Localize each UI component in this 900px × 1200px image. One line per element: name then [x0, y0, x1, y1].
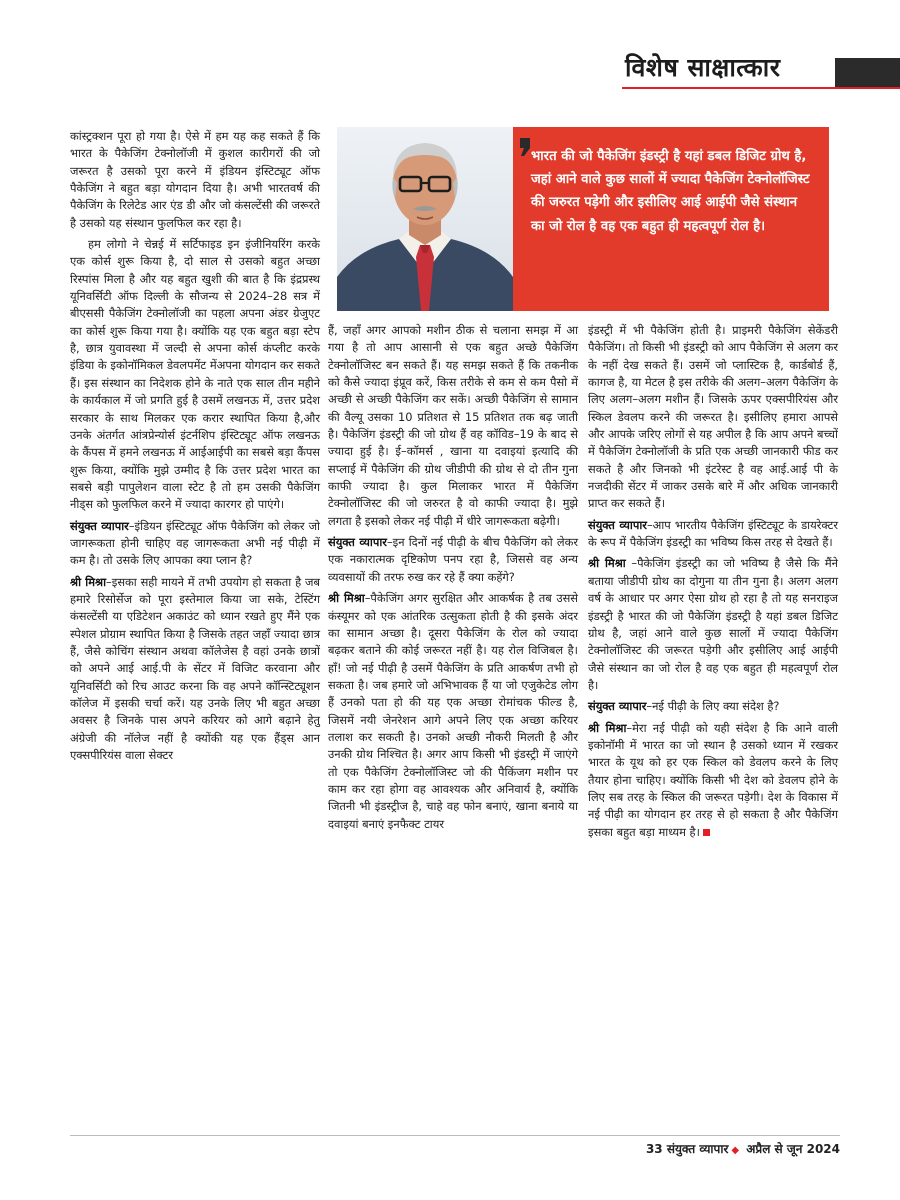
interviewee-photo [337, 127, 513, 311]
speaker-label: श्री मिश्रा [588, 720, 627, 735]
speaker-label: संयुक्त व्यापार [328, 535, 387, 550]
interview-question: संयुक्त व्यापार–आप भारतीय पैकेजिंग इंस्टिट्यूट के डायरेक्टर के रूप में पैकेजिंग इंडस्ट्री का भविष्य किस तरह से देखते हैं। [588, 517, 838, 550]
speaker-label: श्री मिश्रा [70, 574, 107, 589]
pull-quote-box [513, 127, 829, 311]
pull-quote-text: भारत की जो पैकेजिंग इंडस्ट्री है यहां डबल डिजिट ग्रोथ है, जहां आने वाले कुछ सालों में ज्यादा पैकेजिंग टेक्नोलॉजिस्ट की जरुरत पड़ेगी और इसीलिए आई आईपी जैसे संस्थान का जो रोल है वह एक बहुत ही महत्वपूर्ण रोल है। [531, 149, 810, 234]
interview-answer: श्री मिश्रा–पैकेजिंग अगर सुरक्षित और आकर्षक है तब उससे कंस्यूमर को एक आंतरिक उत्सुकता होती है की इसके अंदर का सामान अच्छा है। दूसरा पैकेजिंग के रोल को ज्यादा बढ़कर बताने की कोई जरूरत नहीं है। यह रोल विजिबल है।हाँ! जो नई पीढ़ी है उसमें पैकेजिंग के प्रति आकर्षण तभी हो सकता है। जब हमारे जो अभिभावक हैं या जो एजुकेटेड लोग हैं उनको पता हो की यह एक अच्छा रोमांचक फील्ड है, जिसमें नयी जेनरेशन आगे अपने लिए एक अच्छा करियर तलाश कर सकती है। उनको अच्छी नौकरी मिलती है और उनकी ग्रोथ निश्चित है। अगर आप किसी भी इंडस्ट्री में जाएंगे तो एक पैकेजिंग टेक्नोलॉजिस्ट जो की पैकिंजग मशीन पर काम कर रहा होगा वह आवश्यक और अनिवार्य है, क्योंकि जितनी भी इंडस्ट्रीज है, चाहे वह फोन बनाएं, खाना बनाये या दवाइयां बनाएं इनफैक्ट टायर [328, 591, 578, 831]
page-number: 33 [645, 1142, 663, 1156]
portrait-illustration [337, 127, 513, 311]
open-quote-icon [519, 137, 531, 161]
article-column-3 [588, 322, 838, 1120]
speaker-label: श्री मिश्रा [328, 591, 365, 606]
page-footer [540, 1140, 840, 1157]
article-column-1 [70, 128, 320, 1120]
article-paragraph: हैं, जहाँ अगर आपको मशीन ठीक से चलाना समझ में आ गया है तो आप आसानी से एक बहुत अच्छे पैकेजिंग टेक्नोलॉजिस्ट बन सकते हैं। यह समझ सकते हैं कि तकनीक को कैसे ज्यादा इंप्रूव करें, किस तरीके से कम से कम पैसो में अच्छी से अच्छी पैकेजिंग कर सकें। अच्छी पैकेजिंग से सामान की वैल्यू उसका 10 प्रतिशत से 15 प्रतिशत तक बढ़ जाती है। पैकेजिंग इंडस्ट्री की जो ग्रोथ हैं वह कॉविड–19 के बाद से ज्यादा हुई है। ई–कॉमर्स , खाना या दवाइयां इत्यादि की सप्लाई में पैकेजिंग की ग्रोथ जीडीपी की ग्रोथ से दो तीन गुना काफी ज्यादा है। कुल मिलाकर भारत में पैकेजिंग टेक्नोलॉजिस्ट की जो जरुरत है वो काफी ज्यादा है। मुझे लगता है इसको लेकर नई पीढ़ी में धीरे जागरूकता बढ़ेगी। [328, 323, 578, 528]
section-header [597, 48, 900, 88]
article-paragraph: इंडस्ट्री में भी पैकेजिंग होती है। प्राइमरी पैकेजिंग सेकेंडरी पैकेजिंग। तो किसी भी इंडस्ट्री को आप पैकेजिंग से अलग कर के नहीं देख सकते हैं। उसमें जो प्लास्टिक है, कार्डबोर्ड हैं, कागज है, या मेटल है इस तरीके की अलग–अलग पैकेजिंग के लिए अलग–अलग मशीन हैं। जिसके ऊपर एक्सपीरियंस और स्किल डेवलप करने की जरूरत है। इसीलिए हमारा आपसे और आपके जरिए लोगों से यह अपील है कि आप अपने बच्चों में पैकेजिंग टेक्नोलॉजी के प्रति एक अच्छी जानकारी फीड कर सकते है और जिनको भी इंटरेस्ट है वह आई.आई पी के नजदीकी सेंटर में जाकर उसके बारे में और अधिक जानकारी प्राप्त कर सकते हैं। [588, 323, 838, 511]
interview-answer: श्री मिश्रा–इसका सही मायने में तभी उपयोग हो सकता है जब हमारे रिसोर्सेज को पूरा इस्तेमाल किया जा सके, टेस्टिंग कंसल्टेंसी या एडिटेशन अकाउंट को ध्यान रखते हुए मैंने एक स्पेशल प्रोग्राम स्थापित किया है जिसके तहत जहाँ ज्यादा छात्र हैं, जैसे कोचिंग संस्थान अथवा कॉलेजेस है वहां उनके छात्रों को अपने आई आई.पी के सेंटर में विजिट करवाना और यूनिवर्सिटी को रिच आउट करना कि वह अपने कॉन्स्टिट्यूशन कॉलेज में इसकी चर्चा करें। यह उनके लिए भी बहुत अच्छा अवसर है जिनके पास अपने करियर को आगे बढ़ाने हेतु अंग्रेजी की नॉलेज नहीं है क्योंकी यह एक हैंड्स आन एक्सपीरियंस वाला सेक्टर [70, 574, 320, 763]
section-title: विशेष साक्षात्कार [625, 53, 781, 82]
footer-rule [70, 1135, 840, 1136]
issue-date: अप्रैल से जून 2024 [746, 1142, 840, 1156]
interview-question: संयुक्त व्यापार–इंडियन इंस्टिट्यूट ऑफ पैकेजिंग को लेकर जो जागरूकता होनी चाहिए वह जागरूकता अभी नई पीढ़ी में कम है। तो उसके लिए आपका क्या प्लान है? [70, 518, 321, 568]
interview-answer: श्री मिश्रा–मेरा नई पीढ़ी को यही संदेश है कि आने वाली इकोनॉमी में भारत का जो स्थान है उसको ध्यान में रखकर भारत के यूथ को हर एक स्किल को डेवलप करने के लिए तैयार होना चाहिए। क्योंकि किसी भी देश को डेवलप होने के लिए सब तरह के स्किल की जरूरत पड़ेगी। देश के विकास में नई पीढ़ी का योगदान हर तरह से हो सकता है और पैकेजिंग इसका बहुत बड़ा माध्यम है। [588, 720, 838, 839]
article-paragraph: हम लोगो ने चेन्नई में सर्टिफाइड इन इंजीनियरिंग करके एक कोर्स शुरू किया है, दो साल से उसको बहुत अच्छा रिस्पांस मिला है और यह बहुत खुशी की बात है कि इंद्रप्रस्थ यूनिवर्सिटी ऑफ दिल्ली के सौजन्य से 2024–28 सत्र में बीएससी पैकेजिंग टेक्नोलॉजी का पहला अपना अंडर ग्रेजुएट का कोर्स शुरू किया गया है। क्योंकि यह एक बहुत बड़ा स्टेप है, छात्र युवावस्था में जल्दी से अपना कोर्स कंप्लीट करके इंडिया के इकोनॉमिकल डेवलपमेंट मेंअपना योगदान कर सकते हैं। इस संस्थान का निदेशक होने के नाते एक साल तीन महीने के कार्यकाल में जो प्रगति हुई है उसमें लखनऊ में, उत्तर प्रदेश सरकार के साथ मिलकर एक करार स्थापित किया है,और उनके अंतर्गत आंत्रप्रेन्योर्स इंटर्नशिप इंस्टिट्यूट ऑफ लखनऊ के कैंपस में हमने लखनऊ में आईआईपी का सबसे बड़ा कैंपस शुरू किया, क्योंकि मुझे उम्मीद है कि उत्तर प्रदेश भारत का सबसे बड़ी पापुलेशन वाला स्टेट है तो हम उसकी पैकेजिंग नीड्स को फुलफिल करने में ज्यादा कारगर हो पाएंगे। [70, 237, 320, 512]
article-paragraph: कांस्ट्रक्शन पूरा हो गया है। ऐसे में हम यह कह सकते हैं कि भारत के पैकेजिंग टेक्नोलॉजी में कुशल कारीगरों की जो जरूरत है उसको पूरा करने में इंडियन इंस्टिट्यूट ऑफ पैकेजिंग ने बहुत बड़ा योगदान दिया है। अभी भारतवर्ष की पैकेजिंग के रिलेटेड आर एंड डी और जो कंसल्टेंसी की जरूरते है उसको यह संस्थान फुलफिल कर रहा है। [70, 129, 320, 230]
magazine-name: संयुक्त व्यापार [666, 1142, 729, 1156]
interview-question: संयुक्त व्यापार–इन दिनों नई पीढ़ी के बीच पैकेजिंग को लेकर एक नकारात्मक दृष्टिकोण पनप रहा है, जिससे वह अन्य व्यवसायों की तरफ रुख कर रहे हैं क्या कहेंगे? [328, 535, 579, 584]
speaker-label: संयुक्त व्यापार [588, 517, 647, 532]
speaker-label: संयुक्त व्यापार [70, 518, 129, 533]
diamond-icon: ◆ [731, 1145, 740, 1156]
speaker-label: श्री मिश्रा [588, 556, 626, 571]
interview-answer: श्री मिश्रा –पैकेजिंग इंडस्ट्री का जो भविष्य है जैसे कि मैंने बताया जीडीपी ग्रोथ का दोगुना या तीन गुना है। अलग अलग वर्ष के आधार पर अगर ऐसा ग्रोथ हो रहा है तो यह सनराइज इंडस्ट्री है भारत की जो पैकेजिंग इंडस्ट्री है यहां डबल डिजिट ग्रोथ है, जहां आने वाले कुछ सालों में ज्यादा पैकेजिंग टेक्नोलॉजिस्ट की जरूरत पड़ेगी और इसीलिए आई आईपी जैसे संस्थान का जो रोल है वह एक बहुत ही महत्वपूर्ण रोल है। [588, 556, 838, 692]
speaker-label: संयुक्त व्यापार [588, 699, 647, 714]
square-end-icon [703, 829, 710, 836]
header-red-rule [622, 87, 900, 89]
article-column-2 [328, 322, 578, 1120]
interview-question: संयुक्त व्यापार–नई पीढ़ी के लिए क्या संदेश है? [588, 699, 780, 714]
header-dark-bar [835, 58, 900, 88]
